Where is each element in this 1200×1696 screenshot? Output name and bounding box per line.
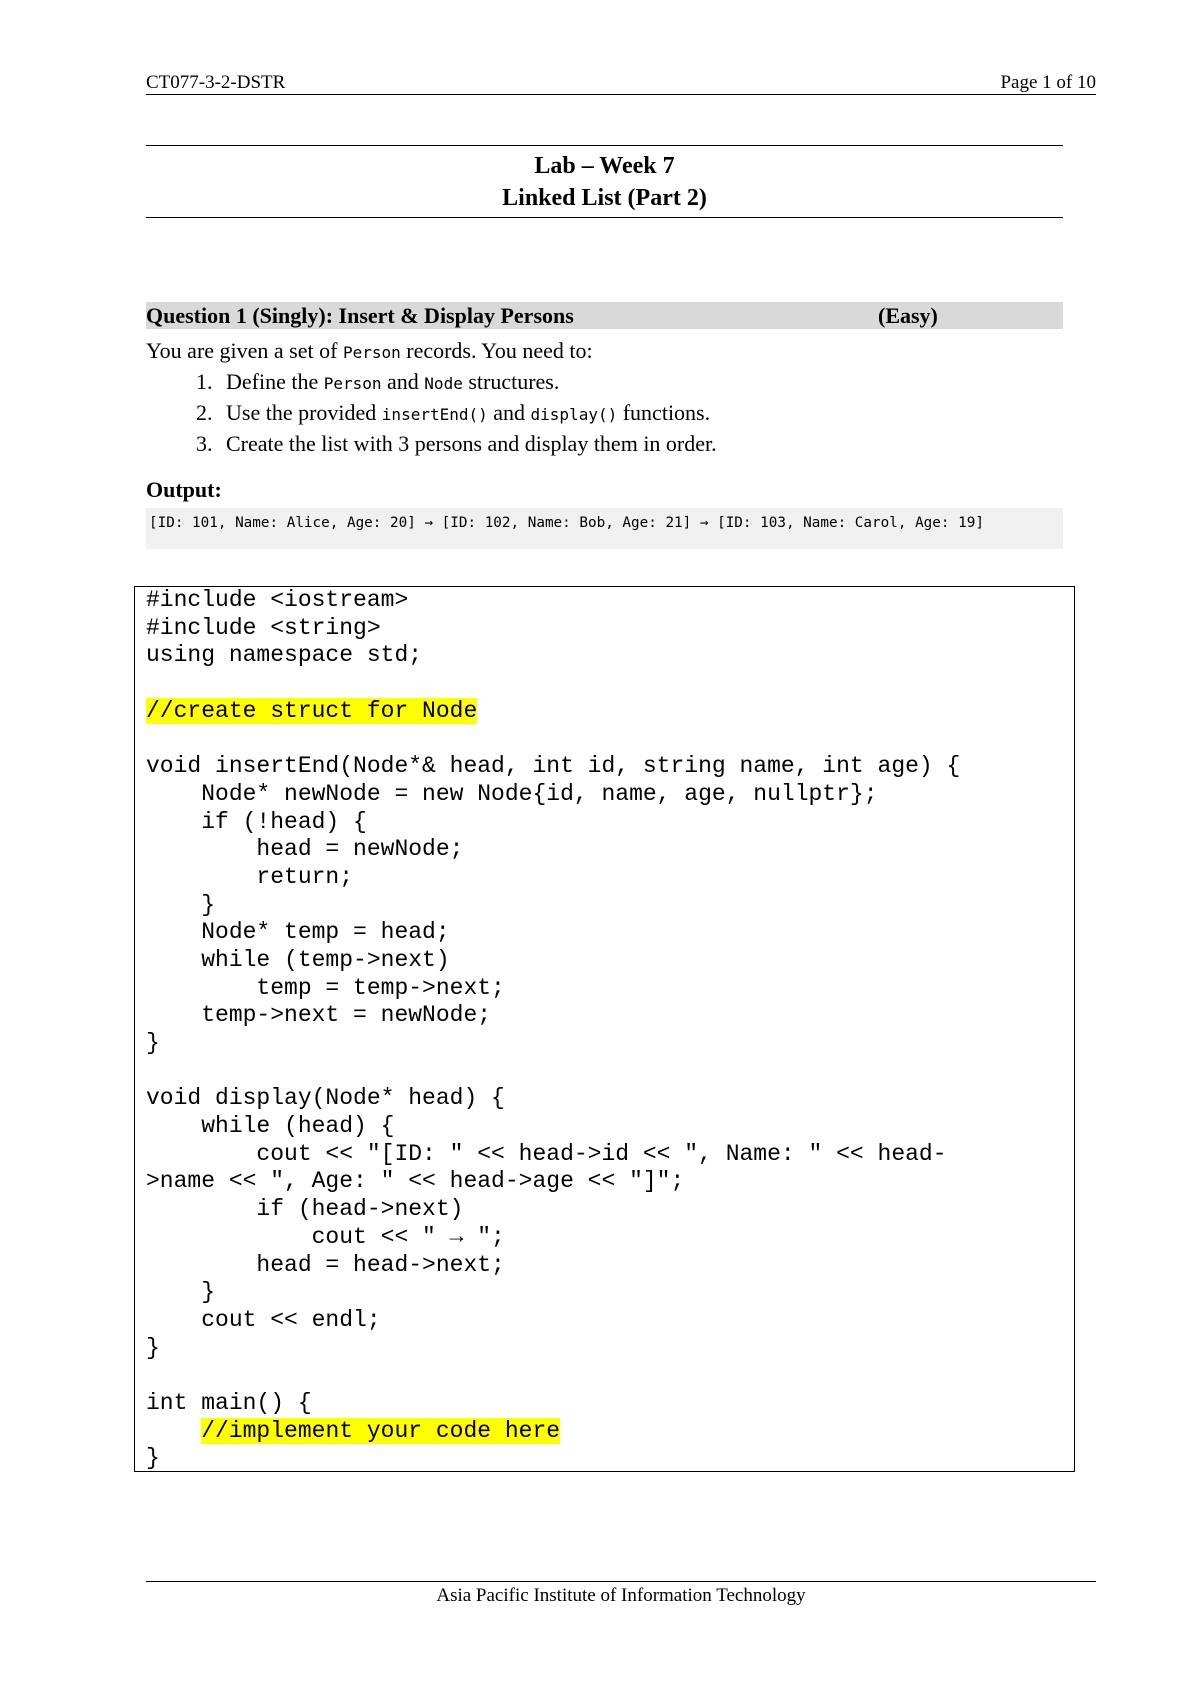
- code-line: cout << " → ";: [146, 1223, 505, 1250]
- code-listing: [146, 587, 960, 1473]
- code-line: >name << ", Age: " << head->age << "]";: [146, 1168, 685, 1195]
- code-line: head = newNode;: [146, 836, 464, 863]
- highlighted-comment: //create struct for Node: [146, 697, 478, 724]
- code-line: Node* newNode = new Node{id, name, age, nullptr};: [146, 780, 878, 807]
- code-line: #include <iostream>: [146, 587, 409, 613]
- page-footer: [146, 1581, 1096, 1610]
- question-title: Question 1 (Singly): Insert & Display Persons: [146, 303, 574, 328]
- code-line: [146, 698, 960, 726]
- output-example: [ID: 101, Name: Alice, Age: 20] → [ID: 102, Name: Bob, Age: 21] → [ID: 103, Name: Carol, Age: 19]: [146, 508, 1063, 549]
- code-line: while (head) {: [146, 1113, 395, 1140]
- highlighted-comment: //implement your code here: [201, 1417, 561, 1444]
- code-line: head = head->next;: [146, 1251, 505, 1278]
- task-list: [146, 367, 1063, 460]
- code-line: [146, 670, 960, 698]
- task-item: 2. Use the provided insertEnd() and display() functions.: [218, 398, 1063, 429]
- task-item: 3. Create the list with 3 persons and display them in order.: [218, 429, 1063, 460]
- code-line: while (temp->next): [146, 946, 450, 973]
- code-line: int main() {: [146, 1389, 312, 1416]
- code-line: [146, 1058, 960, 1086]
- code-line: }: [146, 1445, 160, 1472]
- task-item: 1. Define the Person and Node structures.: [218, 367, 1063, 398]
- output-label: Output:: [146, 477, 222, 502]
- lab-subtitle: Linked List (Part 2): [502, 185, 707, 211]
- code-line: [146, 1418, 960, 1446]
- page-header: [146, 72, 1096, 95]
- code-line: [146, 725, 960, 753]
- code-line: void insertEnd(Node*& head, int id, string name, int age) {: [146, 753, 961, 780]
- code-line: if (head->next): [146, 1196, 464, 1223]
- code-line: }: [146, 1334, 160, 1361]
- code-line: if (!head) {: [146, 808, 367, 835]
- code-line: Node* temp = head;: [146, 919, 450, 946]
- code-line: }: [146, 891, 216, 918]
- question-difficulty: (Easy): [878, 303, 938, 328]
- code-listing-box: [134, 586, 1075, 1472]
- code-line: void display(Node* head) {: [146, 1085, 505, 1112]
- code-line: }: [146, 1279, 216, 1306]
- course-code: CT077-3-2-DSTR: [146, 72, 286, 93]
- question-heading: [146, 302, 1063, 329]
- code-line: return;: [146, 863, 354, 890]
- code-line: cout << "[ID: " << head->id << ", Name: " << head-: [146, 1140, 947, 1167]
- lab-title-block: [146, 145, 1063, 218]
- code-line: using namespace std;: [146, 642, 423, 669]
- inline-code: Person: [342, 343, 401, 362]
- question-intro: You are given a set of Person records. You need to:: [146, 338, 593, 363]
- code-line: [146, 1362, 960, 1390]
- code-line: cout << endl;: [146, 1306, 381, 1333]
- code-line: temp->next = newNode;: [146, 1002, 492, 1029]
- code-line: temp = temp->next;: [146, 974, 505, 1001]
- page-number: Page 1 of 10: [1000, 72, 1096, 93]
- institution-name: Asia Pacific Institute of Information Technology: [436, 1585, 806, 1606]
- code-line: #include <string>: [146, 614, 381, 641]
- question-description: [146, 336, 1063, 460]
- code-line: }: [146, 1030, 160, 1056]
- lab-title: Lab – Week 7: [534, 153, 675, 179]
